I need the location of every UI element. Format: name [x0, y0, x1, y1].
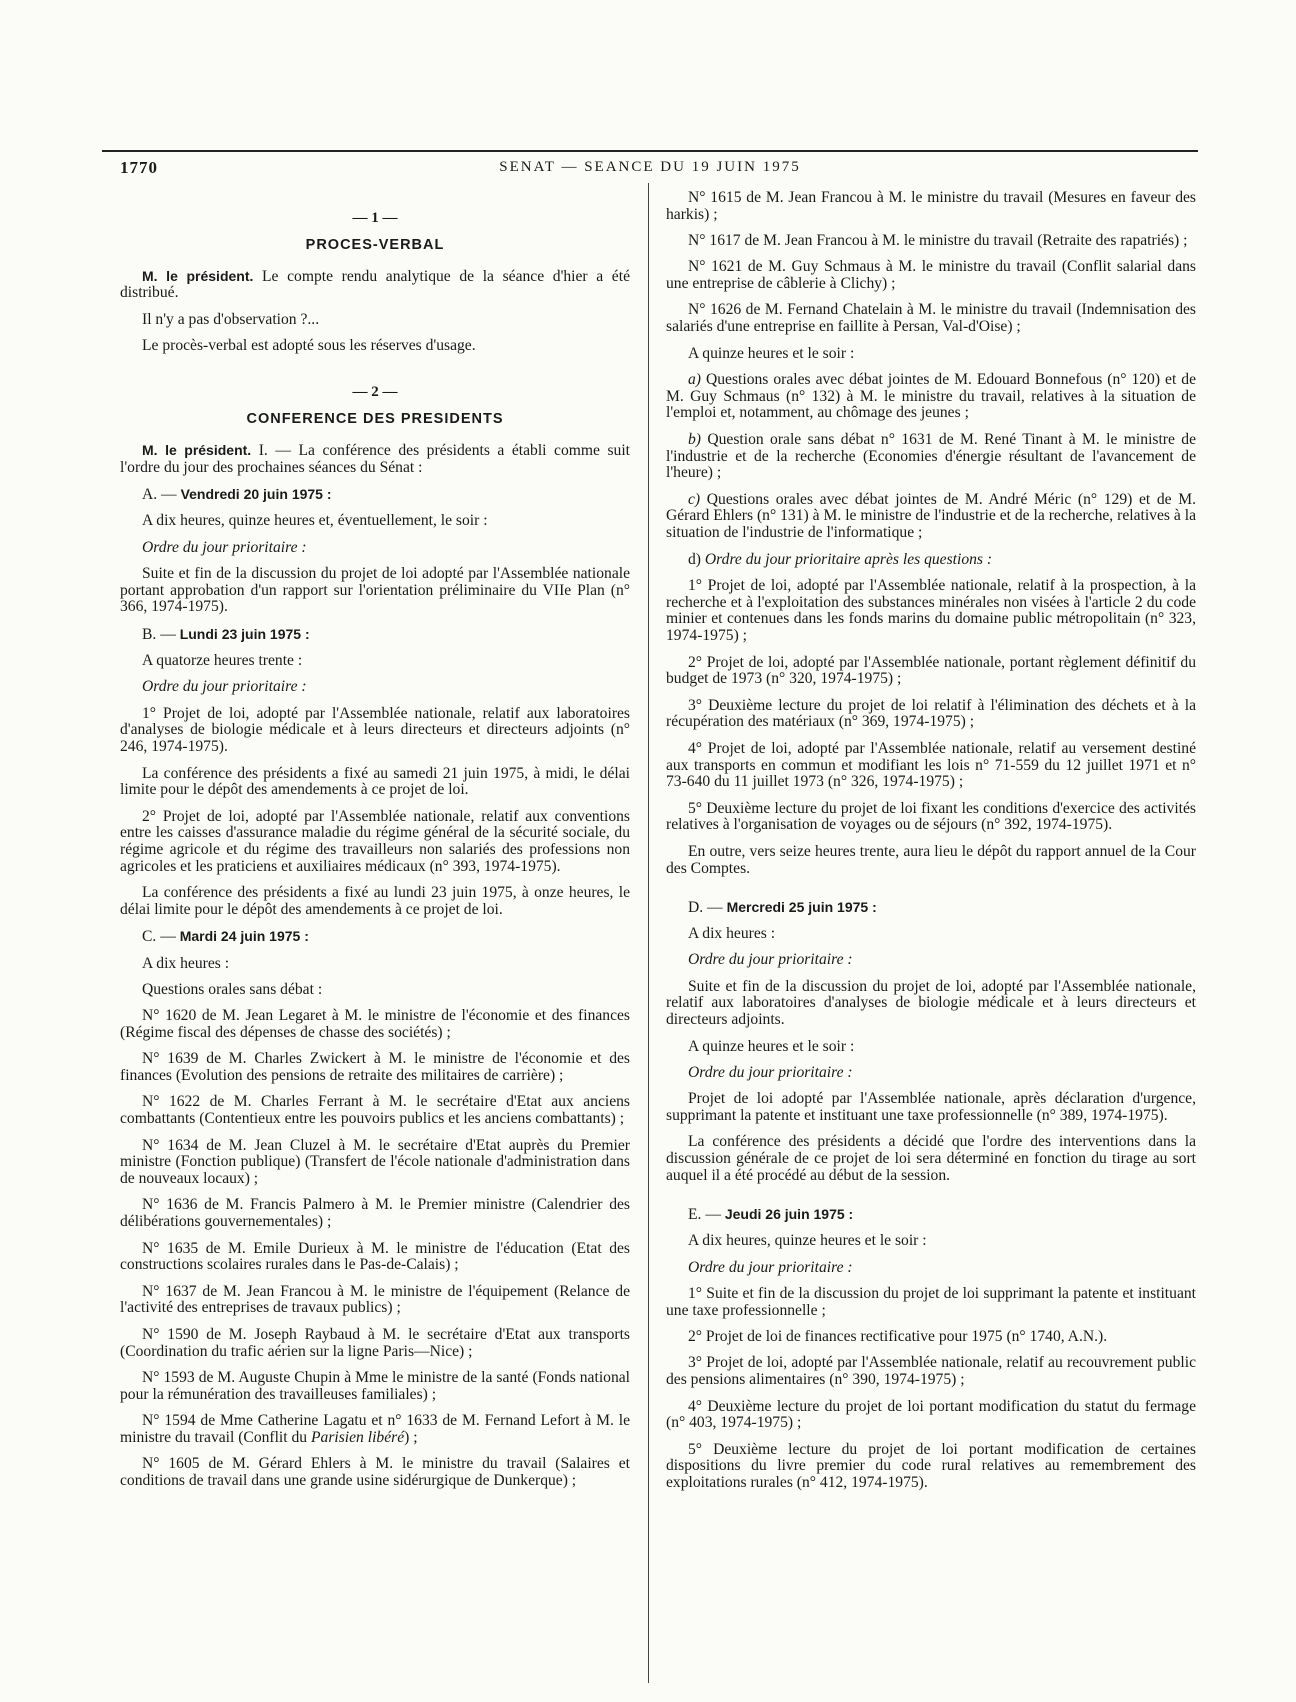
paragraph: La conférence des présidents a décidé que l'ordre des interventions dans la discussion générale de ce projet de loi sera déterminé en fonction du tirage au sort auquel il a été procédé au début de la session. — [666, 1133, 1196, 1184]
paragraph: Projet de loi adopté par l'Assemblée nationale, après déclaration d'urgence, supprimant la patente et instituant une taxe professionnelle (n° 389, 1974-1975). — [666, 1090, 1196, 1124]
question-item: N° 1593 de M. Auguste Chupin à Mme le ministre de la santé (Fonds national pour la rémunération des travailleuses familiales) ; — [120, 1368, 630, 1403]
paragraph: d) Ordre du jour prioritaire après les questions : — [688, 550, 993, 568]
agenda-item: En outre, vers seize heures trente, aura lieu le dépôt du rapport annuel de la Cour des Comptes. — [666, 842, 1196, 877]
agenda-item: 5° Deuxième lecture du projet de loi portant modification de certaines dispositions du livre premier du code rural relatives au remembrement des exploitations rurales (n° 412, 1974-1975). — [666, 1440, 1196, 1492]
agenda-item: 3° Projet de loi, adopté par l'Assemblée nationale, relatif au recouvrement public des pensions alimentaires (n° 390, 1974-1975) ; — [666, 1354, 1196, 1389]
speaker: M. le président. — [142, 441, 252, 458]
paragraph: Questions orales sans débat : — [142, 981, 323, 998]
left-column — [120, 190, 630, 1499]
paragraph: A quinze heures et le soir : — [688, 344, 855, 362]
day-heading: D. — Mercredi 25 juin 1975 : — [688, 898, 877, 916]
paragraph: a) Questions orales avec débat jointes de M. Edouard Bonnefous (n° 120) et de M. Guy Schmaus (n° 132) à M. le ministre du travail, relatives à la situation de l'emploi et, notamment, au chômage des jeunes ; — [666, 370, 1196, 422]
page-header — [102, 158, 1198, 180]
section-title: CONFERENCE DES PRESIDENTS — [246, 411, 504, 428]
paragraph: Ordre du jour prioritaire : — [688, 1063, 853, 1081]
paragraph: Ordre du jour prioritaire : — [688, 951, 853, 969]
agenda-item: 2° Projet de loi, adopté par l'Assemblée nationale, portant règlement définitif du budget de 1973 (n° 320, 1974-1975) ; — [666, 653, 1196, 688]
paragraph: A dix heures : — [142, 954, 230, 972]
question-item: N° 1594 de Mme Catherine Lagatu et n° 1633 de M. Fernand Lefort à M. le ministre du travail (Conflit du Parisien libéré) ; — [120, 1411, 630, 1446]
day-heading: A. — Vendredi 20 juin 1975 : — [142, 485, 332, 503]
paragraph: b) Question orale sans débat n° 1631 de M. René Tinant à M. le ministre de l'industrie et de la recherche (Economies d'énergie résultant de l'avancement de l'heure) ; — [666, 430, 1196, 482]
agenda-item: 1° Projet de loi, adopté par l'Assemblée nationale, relatif à la prospection, à la recherche et à l'exploitation des substances minérales non visées à l'article 2 du code minier et contenues dans les fonds marins du domaine public métropolitain (n° 323, 1974-1975) ; — [666, 576, 1196, 645]
section-title: PROCES-VERBAL — [305, 236, 445, 253]
right-column — [666, 190, 1196, 1502]
agenda-item: 5° Deuxième lecture du projet de loi fixant les conditions d'exercice des activités relatives à l'organisation de voyages ou de séjours (n° 392, 1974-1975). — [666, 799, 1196, 834]
question-item: N° 1622 de M. Charles Ferrant à M. le secrétaire d'Etat aux anciens combattants (Contentieux entre les pouvoirs publics et les anciens combattants) ; — [120, 1093, 630, 1128]
question-item: N° 1621 de M. Guy Schmaus à M. le ministre du travail (Conflit salarial dans une entreprise de câblerie à Clichy) ; — [666, 258, 1196, 293]
section-number: — 2 — — [352, 384, 398, 401]
agenda-item: 4° Deuxième lecture du projet de loi portant modification du statut du fermage (n° 403, 1974-1975) ; — [666, 1397, 1196, 1432]
paragraph: Suite et fin de la discussion du projet de loi, adopté par l'Assemblée nationale, relatif aux laboratoires d'analyses de biologie médicale et à leurs directeurs et directeurs adjoints. — [666, 977, 1196, 1029]
section-number: — 1 — — [352, 210, 398, 226]
paragraph: Le procès-verbal est adopté sous les réserves d'usage. — [142, 336, 476, 354]
paragraph: Ordre du jour prioritaire : — [688, 1258, 853, 1276]
paragraph: c) Questions orales avec débat jointes de M. André Méric (n° 129) et de M. Gérard Ehlers (n° 131) à M. le ministre de l'industrie et de la recherche, relatives à la situation de l'industrie de l'informatique ; — [666, 490, 1196, 542]
paragraph: La conférence des présidents a fixé au lundi 23 juin 1975, à onze heures, le délai limite pour le dépôt des amendements à ce projet de loi. — [120, 884, 630, 919]
paragraph: Il n'y a pas d'observation ?... — [142, 310, 320, 328]
column-divider — [648, 183, 649, 1683]
page-number: 1770 — [120, 158, 158, 177]
paragraph: Ordre du jour prioritaire : — [142, 678, 307, 696]
paragraph: A quatorze heures trente : — [142, 652, 303, 670]
agenda-item: 4° Projet de loi, adopté par l'Assemblée nationale, relatif au versement destiné aux transports en commun et modifiant les lois n° 71-559 du 12 juillet 1971 et n° 73-640 du 11 juillet 1973 (n° 326, 1974-1975) ; — [666, 739, 1196, 791]
paragraph: 1° Projet de loi, adopté par l'Assemblée nationale, relatif aux laboratoires d'analyses de biologie médicale et à leurs directeurs et directeurs adjoints (n° 246, 1974-1975). — [120, 704, 630, 756]
question-item: N° 1620 de M. Jean Legaret à M. le ministre de l'économie et des finances (Régime fiscal des dépenses de chasse des sociétés) ; — [120, 1007, 630, 1042]
running-title: SENAT — SEANCE DU 19 JUIN 1975 — [499, 159, 801, 175]
agenda-item: 1° Suite et fin de la discussion du projet de loi supprimant la patente et instituant une taxe professionnelle ; — [666, 1285, 1196, 1319]
question-item: N° 1635 de M. Emile Durieux à M. le ministre de l'éducation (Etat des constructions scolaires rurales dans le Pas-de-Calais) ; — [120, 1239, 630, 1274]
question-item: N° 1634 de M. Jean Cluzel à M. le secrétaire d'Etat auprès du Premier ministre (Fonction publique) (Transfert de l'école nationale d'administration dans de nouveaux locaux) ; — [120, 1136, 630, 1188]
paragraph: 2° Projet de loi, adopté par l'Assemblée nationale, relatif aux conventions entre les caisses d'assurance maladie du régime général de la sécurité sociale, du régime agricole et du régime des travailleurs non salariés des professions non agricoles et les praticiens et auxiliaires médicaux (n° 393, 1974-1975). — [120, 807, 630, 876]
paragraph: Suite et fin de la discussion du projet de loi adopté par l'Assemblée nationale portant approbation d'un rapport sur l'orientation préliminaire du VIIe Plan (n° 366, 1974-1975). — [120, 564, 630, 616]
paragraph: Ordre du jour prioritaire : — [142, 538, 307, 556]
question-item: N° 1637 de M. Jean Francou à M. le ministre de l'équipement (Relance de l'activité des entreprises de travaux publics) ; — [120, 1282, 630, 1317]
question-item: N° 1590 de M. Joseph Raybaud à M. le secrétaire d'Etat aux transports (Coordination du trafic aérien sur la ligne Paris—Nice) ; — [120, 1325, 630, 1360]
question-item: N° 1615 de M. Jean Francou à M. le ministre du travail (Mesures en faveur des harkis) ; — [666, 189, 1196, 223]
day-heading: E. — Jeudi 26 juin 1975 : — [688, 1206, 854, 1224]
agenda-item: 3° Deuxième lecture du projet de loi relatif à l'élimination des déchets et à la récupération des matériaux (n° 369, 1974-1975) ; — [666, 696, 1196, 731]
question-item: N° 1626 de M. Fernand Chatelain à M. le ministre du travail (Indemnisation des salariés d'une entreprise en faillite à Persan, Val-d'Oise) ; — [666, 301, 1196, 336]
paragraph: A dix heures : — [688, 925, 776, 943]
speaker: M. le président. — [142, 267, 254, 284]
paragraph: A dix heures, quinze heures et le soir : — [688, 1232, 927, 1250]
agenda-item: 2° Projet de loi de finances rectificative pour 1975 (n° 1740, A.N.). — [688, 1328, 1108, 1346]
header-rule — [102, 150, 1198, 152]
paragraph: A dix heures, quinze heures et, éventuellement, le soir : — [142, 512, 488, 530]
question-item: N° 1639 de M. Charles Zwickert à M. le ministre de l'économie et des finances (Evolution des pensions de retraite des militaires de carrière) ; — [120, 1050, 630, 1085]
day-heading: B. — Lundi 23 juin 1975 : — [142, 625, 310, 643]
paragraph: M. le président. Le compte rendu analytique de la séance d'hier a été distribué. — [120, 267, 630, 302]
day-heading: C. — Mardi 24 juin 1975 : — [142, 928, 309, 946]
question-item: N° 1617 de M. Jean Francou à M. le ministre du travail (Retraite des rapatriés) ; — [688, 232, 1188, 250]
question-item: N° 1605 de M. Gérard Ehlers à M. le ministre du travail (Salaires et conditions de travail dans une grande usine sidérurgique de Dunkerque) ; — [120, 1455, 630, 1489]
paragraph: M. le président. I. — La conférence des présidents a établi comme suit l'ordre du jour des prochaines séances du Sénat : — [120, 441, 631, 476]
paragraph: La conférence des présidents a fixé au samedi 21 juin 1975, à midi, le délai limite pour le dépôt des amendements à ce projet de loi. — [120, 764, 630, 799]
paragraph: A quinze heures et le soir : — [688, 1037, 855, 1055]
question-item: N° 1636 de M. Francis Palmero à M. le Premier ministre (Calendrier des délibérations gouvernementales) ; — [120, 1196, 630, 1231]
